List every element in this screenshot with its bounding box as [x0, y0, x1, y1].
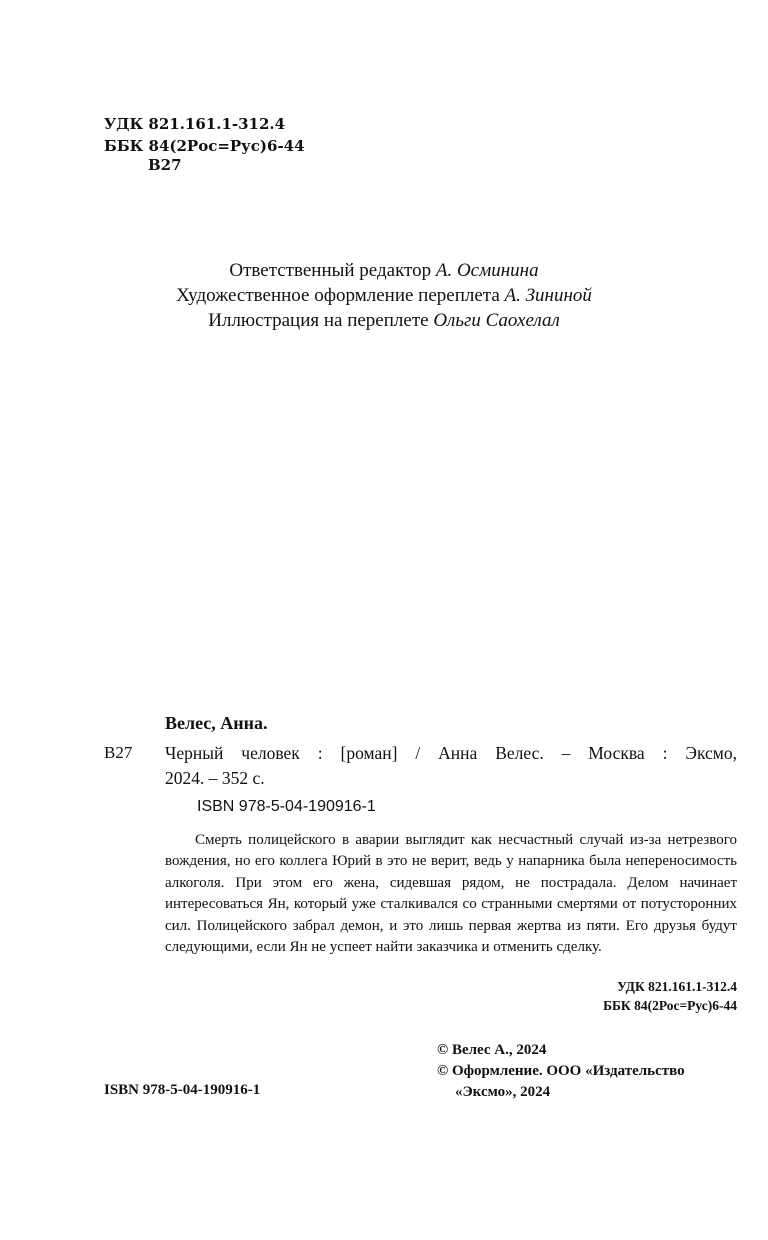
credit-name: А. Зининой	[504, 285, 592, 306]
copyright-block	[437, 1040, 685, 1103]
credit-name: А. Осминина	[435, 260, 539, 281]
copyright-author: © Велес А., 2024	[437, 1042, 547, 1058]
copyright-design: © Оформление. ООО «Издательство	[437, 1063, 685, 1079]
credit-cover-design	[90, 283, 678, 308]
credit-cover-illustration	[90, 308, 678, 333]
credit-name: Ольги Саохелал	[433, 310, 560, 331]
record-mark: В27	[104, 743, 133, 762]
record-isbn: ISBN 978-5-04-190916-1	[197, 798, 376, 815]
record-bbk-code: ББК 84(2Рос=Рус)6-44	[603, 998, 737, 1013]
bbk-code: ББК 84(2Рос=Рус)6-44	[104, 137, 305, 155]
credit-role: Иллюстрация на переплете	[208, 310, 429, 331]
record-publication-line: 2024. – 352 с.	[165, 768, 265, 788]
credits-block	[90, 258, 678, 333]
credit-role: Ответственный редактор	[229, 260, 432, 281]
credit-editor	[90, 258, 678, 283]
copyright-publisher: «Эксмо», 2024	[455, 1084, 551, 1100]
author-mark: В27	[148, 156, 182, 174]
credit-role: Художественное оформление переплета	[176, 285, 500, 306]
isbn-bottom: ISBN 978-5-04-190916-1	[104, 1082, 261, 1098]
record-author: Велес, Анна.	[165, 713, 268, 733]
record-title-line: Черный человек : [роман] / Анна Велес. – Москва : Эксмо,	[165, 743, 737, 763]
udk-code: УДК 821.161.1-312.4	[104, 115, 286, 133]
record-udk-code: УДК 821.161.1-312.4	[617, 979, 737, 994]
annotation-text: Смерть полицейского в аварии выглядит как несчастный случай из-за нетрезвого вождения, но его коллега Юрий в это не верит, ведь у напарника была непереносимость алкоголя. При этом его жена, сидевшая рядом, не пострадала. Делом начинает интересоваться Ян, который уже сталкивался со странными смертями от потусторонних сил. Полицейского забрал демон, и это лишь первая жертва из пяти. Его друзья будут следующими, если Ян не успеет найти заказчика и отменить сделку.	[165, 832, 737, 956]
